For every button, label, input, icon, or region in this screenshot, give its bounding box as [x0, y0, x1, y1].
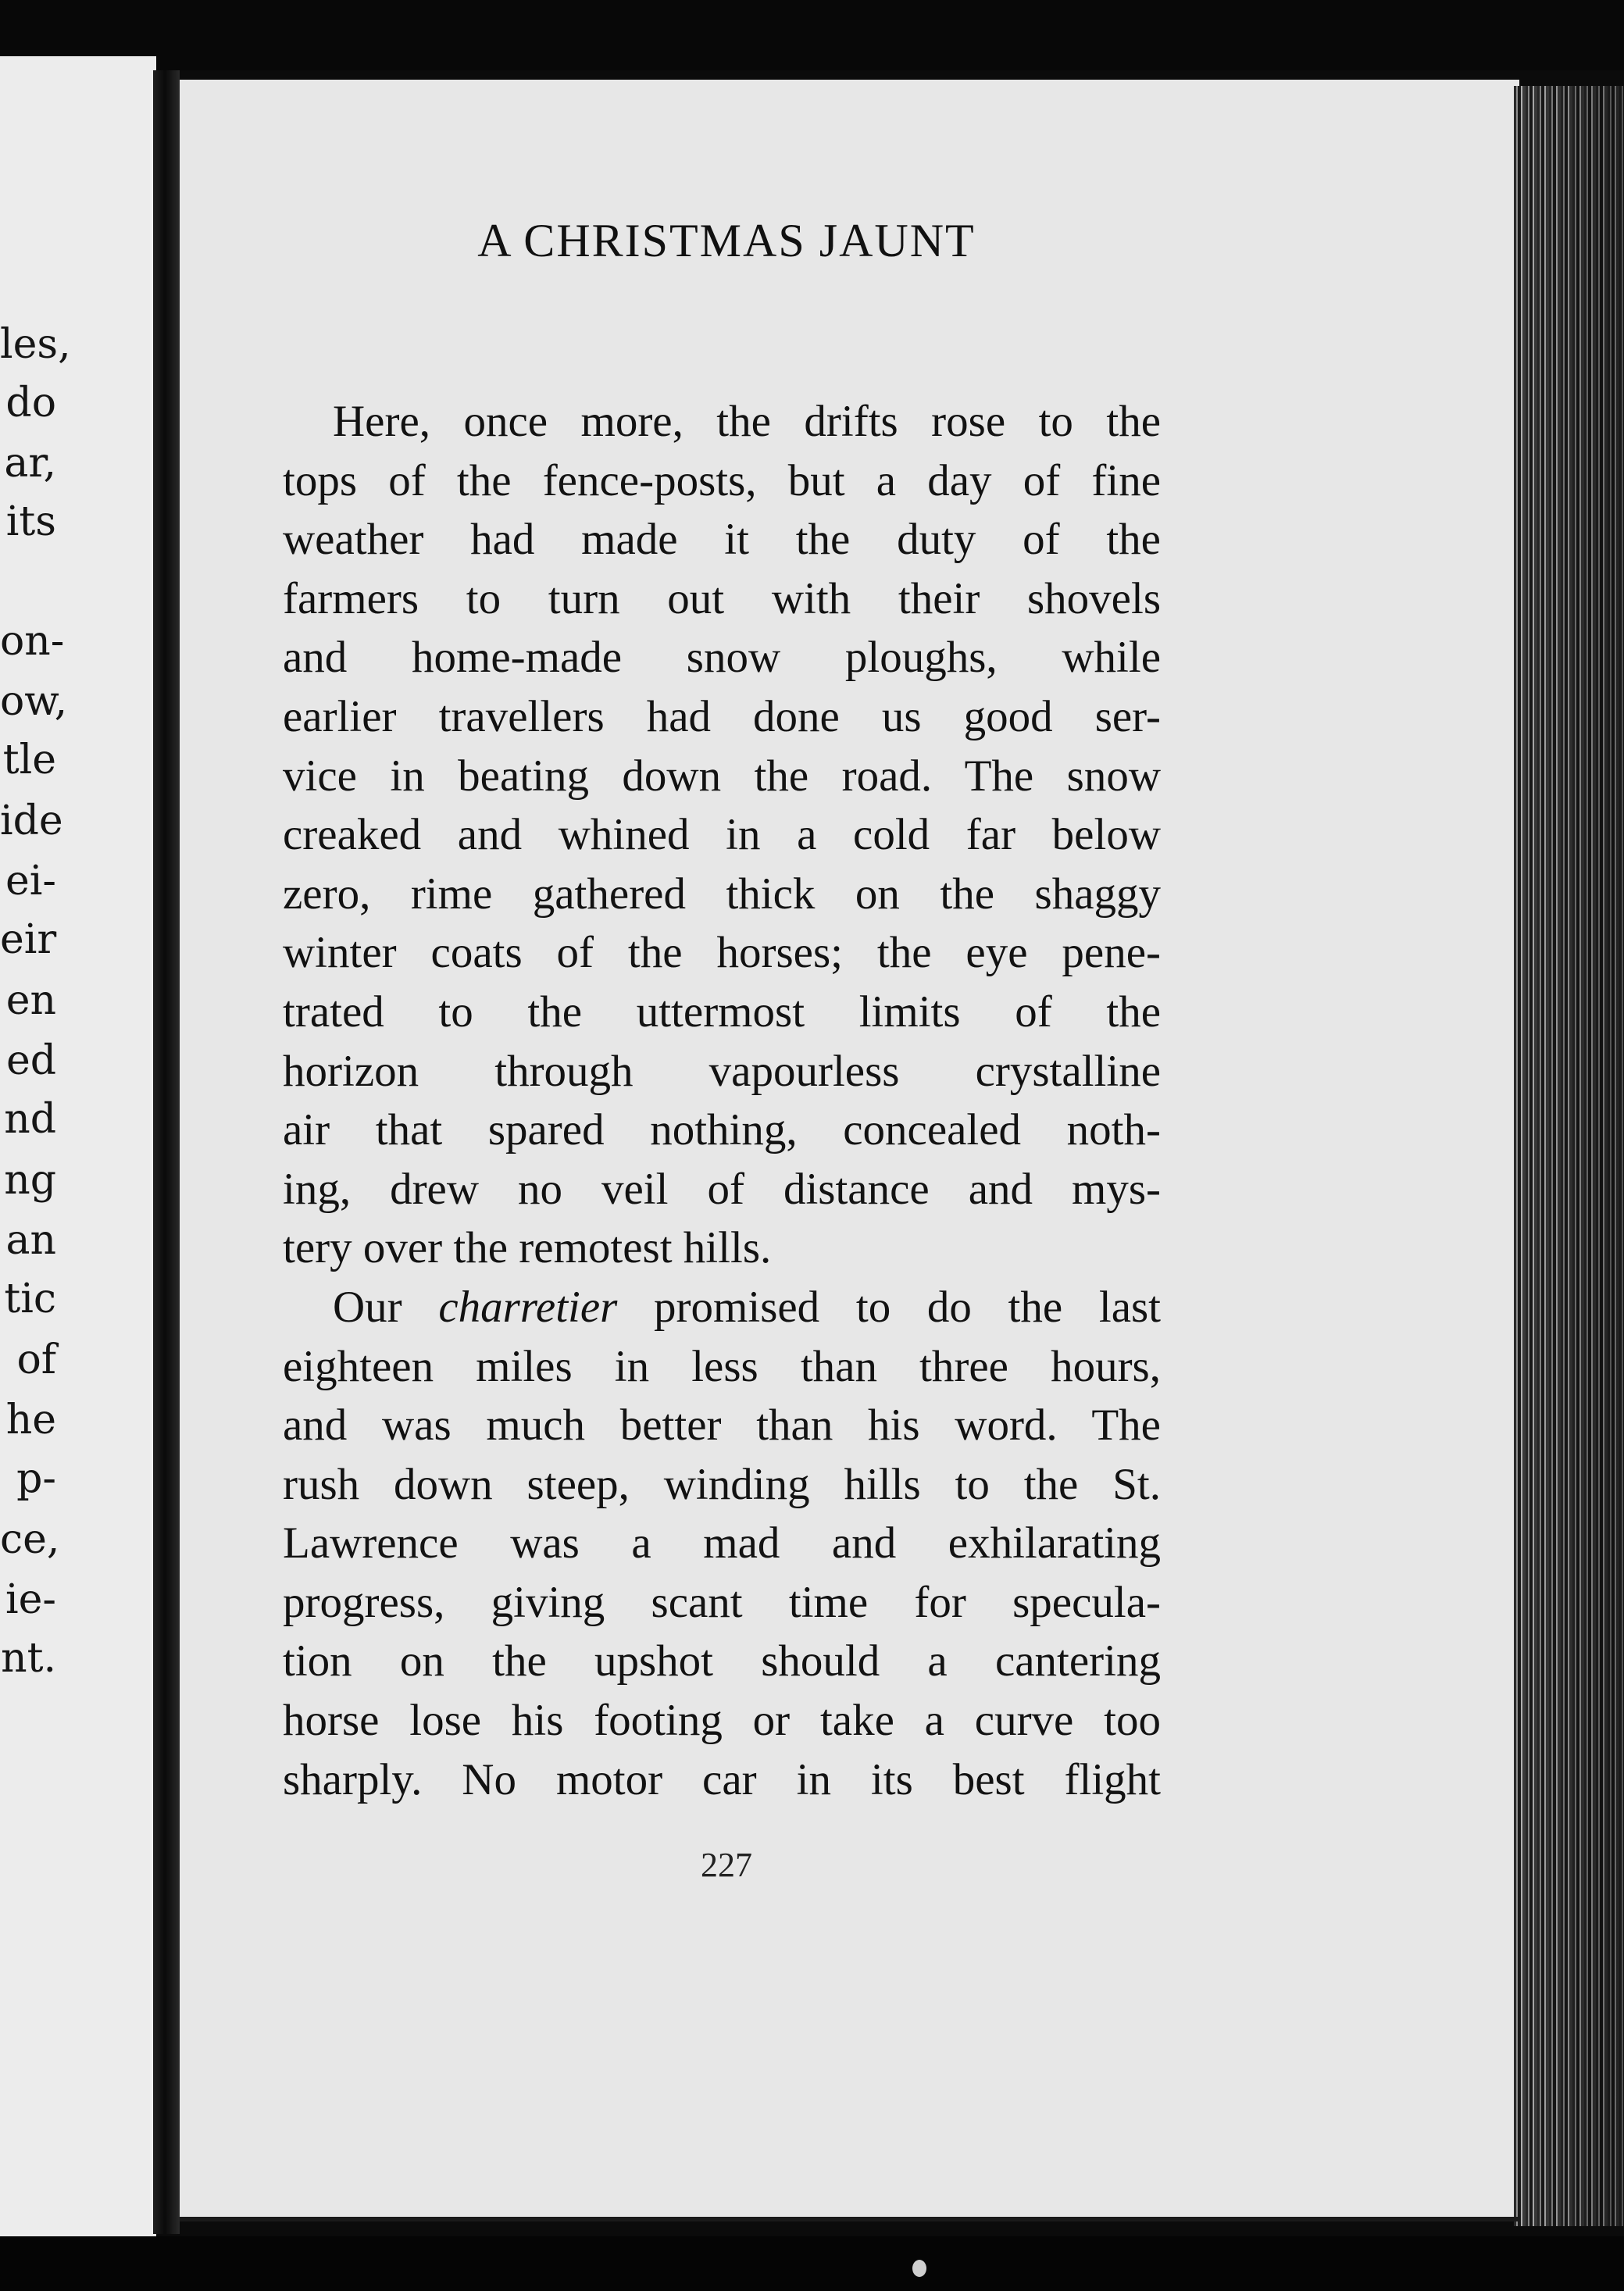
text-run: Our	[333, 1282, 402, 1332]
left-fragment: an	[5, 1217, 56, 1264]
text-line: earlier travellers had done us good ser-	[283, 691, 1161, 741]
text-line: winter coats of the horses; the eye pene-	[283, 928, 1161, 978]
text-line: trated to the uttermost limits of the	[283, 987, 1161, 1037]
left-fragment: its	[5, 498, 56, 545]
book-gutter	[153, 70, 180, 2234]
right-page	[180, 80, 1519, 2220]
left-fragment: ng	[4, 1157, 56, 1204]
scan-bottom-border	[0, 2236, 1624, 2291]
text-line: sharply. No motor car in its best flight	[283, 1754, 1161, 1804]
left-fragment: nt.	[1, 1635, 56, 1682]
body-text	[283, 392, 1161, 1809]
left-fragment: do	[5, 380, 56, 426]
left-fragment: tic	[4, 1276, 56, 1322]
text-line: Lawrence was a mad and exhilarating	[283, 1518, 1161, 1568]
text-line: horizon through vapourless crystalline	[283, 1046, 1161, 1096]
text-line: farmers to turn out with their shovels	[283, 573, 1161, 623]
scan-top-border	[0, 0, 1624, 70]
text-line: and home-made snow ploughs, while	[283, 633, 1161, 683]
page-bottom-edge	[180, 2217, 1519, 2221]
text-line: progress, giving scant time for specula-	[283, 1577, 1161, 1627]
text-line: and was much better than his word. The	[283, 1401, 1161, 1451]
left-fragment: ie-	[5, 1576, 56, 1623]
text-line: creaked and whined in a cold far below	[283, 810, 1161, 860]
left-fragment: p-	[16, 1455, 56, 1502]
left-fragment: les,	[0, 321, 71, 368]
left-fragment: ow,	[0, 678, 68, 725]
text-line: tion on the upshot should a cantering	[283, 1636, 1161, 1686]
page-number: 227	[701, 1846, 752, 1884]
text-line: eighteen miles in less than three hours,	[283, 1341, 1161, 1391]
left-fragment: he	[5, 1397, 56, 1443]
text-line: rush down steep, winding hills to the St.	[283, 1459, 1161, 1509]
left-fragment: ar,	[4, 440, 56, 487]
left-fragment: ce,	[0, 1516, 60, 1563]
page-edges	[1514, 86, 1624, 2226]
left-fragment: eir	[0, 916, 57, 963]
text-line: air that spared nothing, concealed noth-	[283, 1105, 1161, 1155]
left-page	[0, 56, 156, 2243]
text-line: weather had made it the duty of the	[283, 515, 1161, 565]
left-fragment: on-	[0, 618, 65, 665]
left-fragment: ei-	[5, 858, 56, 905]
text-line	[283, 1278, 1161, 1337]
text-line: horse lose his footing or take a curve too	[283, 1696, 1161, 1746]
left-fragment: tle	[2, 737, 56, 783]
left-fragment: en	[5, 977, 56, 1024]
left-fragment: ide	[0, 798, 63, 844]
text-line: ing, drew no veil of distance and mys-	[283, 1164, 1161, 1214]
text-line: vice in beating down the road. The snow	[283, 751, 1161, 801]
left-fragment: nd	[4, 1096, 56, 1143]
running-head: A CHRISTMAS JAUNT	[477, 215, 976, 266]
text-line: zero, rime gathered thick on the shaggy	[283, 869, 1161, 919]
scan-artifact-mark	[912, 2260, 926, 2277]
text-run: promised to do the last	[654, 1282, 1162, 1332]
text-line: Here, once more, the drifts rose to the	[333, 397, 1161, 446]
left-fragment: of	[16, 1336, 56, 1383]
left-fragment: ed	[5, 1037, 56, 1084]
text-line: tops of the fence-posts, but a day of fine	[283, 455, 1161, 505]
italic-term: charretier	[438, 1282, 618, 1332]
text-line: tery over the remotest hills.	[283, 1223, 772, 1273]
